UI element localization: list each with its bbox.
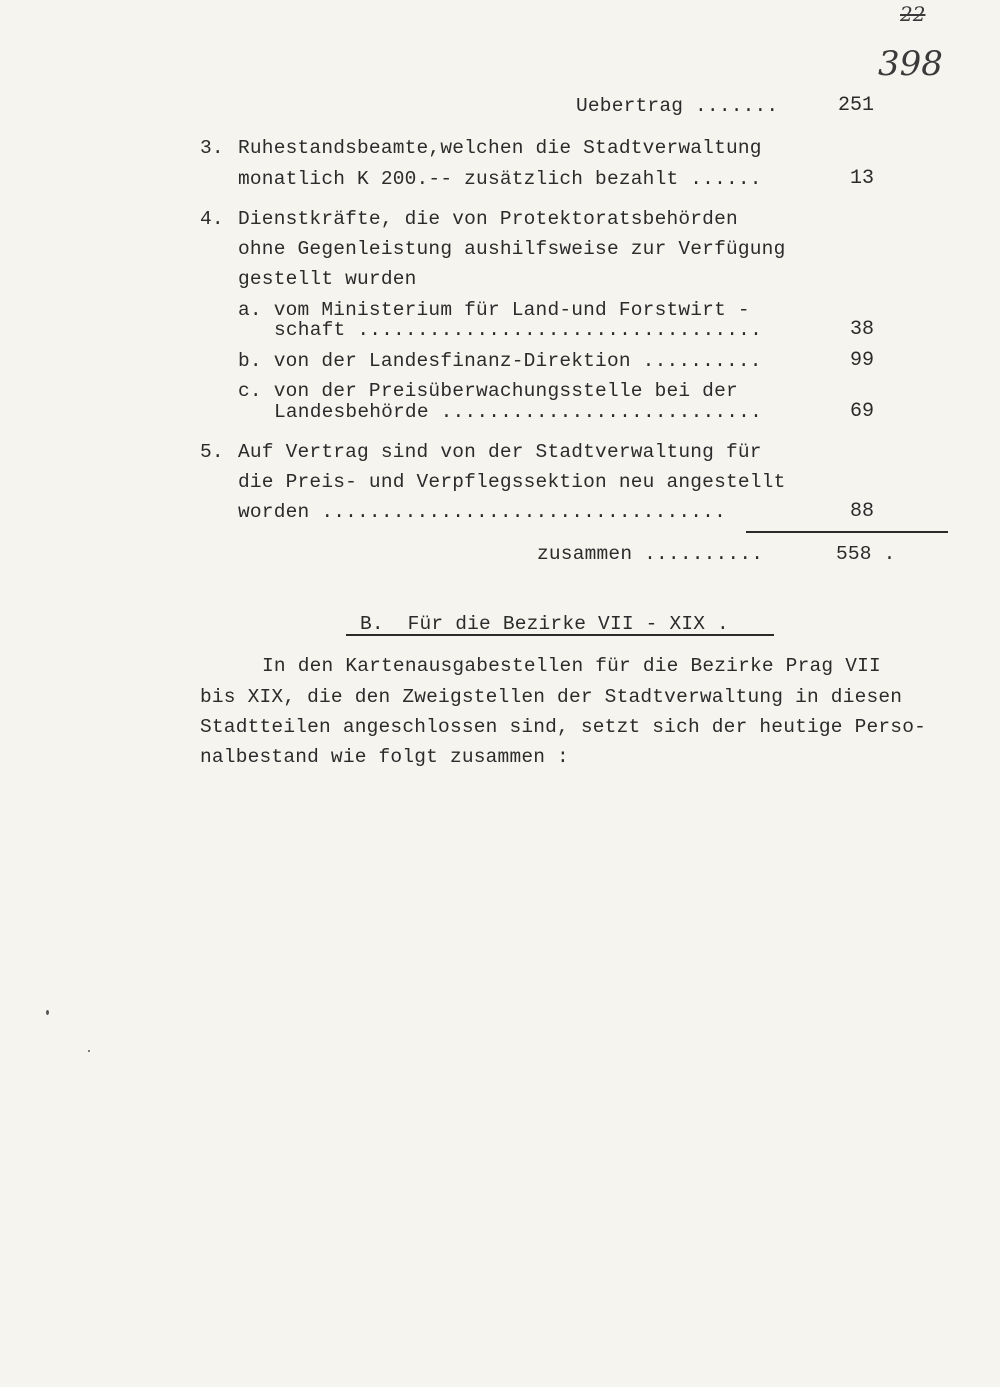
- section-b-paragraph-line-3: Stadtteilen angeschlossen sind, setzt sich der heutige Perso-: [200, 716, 927, 738]
- item-4b-line-1: b. von der Landesfinanz-Direktion ..........: [238, 350, 762, 372]
- zusammen-value: 558 .: [836, 543, 896, 565]
- item-3-line-2: monatlich K 200.-- zusätzlich bezahlt ......: [238, 168, 762, 190]
- item-4a-value: 38: [849, 318, 874, 341]
- paper-speck: [88, 1050, 90, 1052]
- section-b-paragraph-line-4: nalbestand wie folgt zusammen :: [200, 746, 569, 768]
- zusammen-label: zusammen ..........: [537, 543, 764, 565]
- item-4a-line-1: a. vom Ministerium für Land-und Forstwirt -: [238, 299, 750, 321]
- item-4-line-3: gestellt wurden: [238, 268, 417, 290]
- item-4a-line-2: schaft ..................................: [274, 319, 762, 341]
- item-4-line-1: Dienstkräfte, die von Protektoratsbehörden: [238, 208, 738, 230]
- item-5-marker: 5.: [200, 441, 224, 463]
- uebertrag-label: Uebertrag .......: [576, 95, 779, 117]
- item-3-value: 13: [849, 167, 874, 190]
- sum-rule: [746, 531, 948, 533]
- section-b-heading: B. Für die Bezirke VII - XIX .: [360, 613, 729, 635]
- item-3-line-1: Ruhestandsbeamte,welchen die Stadtverwaltung: [238, 137, 762, 159]
- paper-speck: [46, 1010, 49, 1015]
- item-4-line-2: ohne Gegenleistung aushilfsweise zur Verfügung: [238, 238, 786, 260]
- item-4c-line-2: Landesbehörde ...........................: [274, 401, 762, 423]
- item-5-line-1: Auf Vertrag sind von der Stadtverwaltung für: [238, 441, 762, 463]
- section-b-paragraph-line-1: In den Kartenausgabestellen für die Bezirke Prag VII: [262, 655, 881, 677]
- folio-number: 398: [878, 44, 943, 84]
- crossed-page-number: 22: [900, 2, 926, 26]
- item-4c-value: 69: [849, 400, 874, 423]
- section-b-paragraph-line-2: bis XIX, die den Zweigstellen der Stadtverwaltung in diesen: [200, 686, 903, 708]
- item-4c-line-1: c. von der Preisüberwachungsstelle bei der: [238, 380, 738, 402]
- uebertrag-value: 251: [837, 94, 874, 117]
- item-3-marker: 3.: [200, 137, 224, 159]
- item-4-marker: 4.: [200, 208, 224, 230]
- item-5-value: 88: [849, 500, 874, 523]
- item-5-line-2: die Preis- und Verpflegssektion neu angestellt: [238, 471, 786, 493]
- item-4b-value: 99: [849, 349, 874, 372]
- section-b-heading-underline: [346, 634, 774, 636]
- item-5-line-3: worden ..................................: [238, 501, 726, 523]
